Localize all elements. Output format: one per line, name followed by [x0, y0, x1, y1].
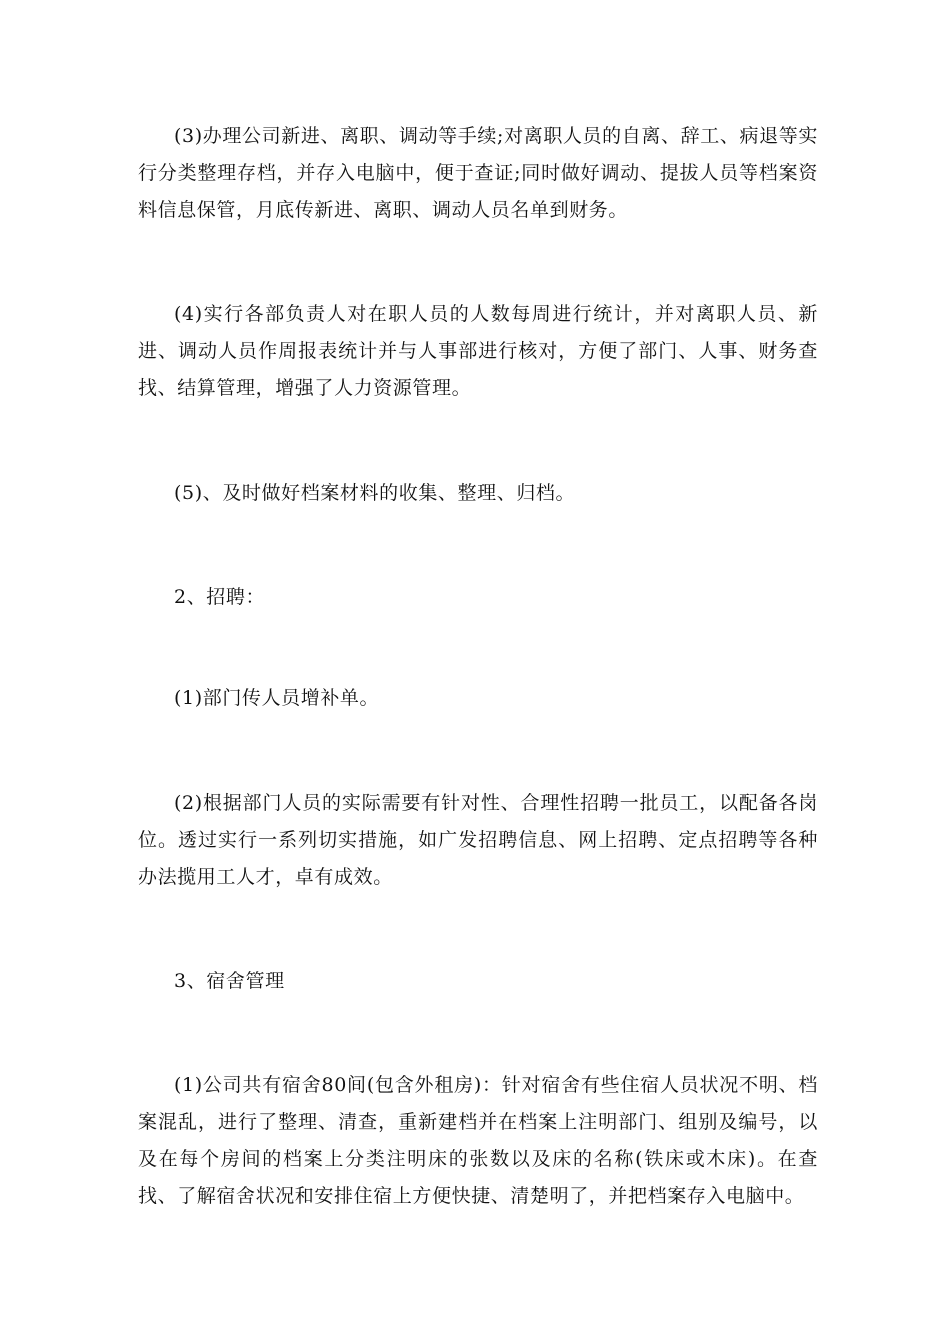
paragraph-archive-collection: (5)、及时做好档案材料的收集、整理、归档。 — [174, 482, 576, 504]
paragraph-staff-requisition: (1)部门传人员增补单。 — [174, 687, 380, 709]
paragraph-weekly-statistics: (4)实行各部负责人对在职人员的人数每周进行统计，并对离职人员、新进、调动人员作周报表统计并与人事部进行核对，方便了部门、人事、财务查找、结算管理，增强了人力资源管理。 — [138, 303, 818, 399]
section-heading-recruitment: 2、招聘： — [174, 586, 266, 608]
section-heading-dormitory: 3、宿舍管理 — [174, 970, 285, 992]
paragraph-recruitment-measures: (2)根据部门人员的实际需要有针对性、合理性招聘一批员工，以配备各岗位。透过实行一系列切实措施，如广发招聘信息、网上招聘、定点招聘等各种办法揽用工人才，卓有成效。 — [138, 792, 818, 888]
paragraph-dormitory-records: (1)公司共有宿舍80间(包含外租房)：针对宿舍有些住宿人员状况不明、档案混乱，进行了整理、清查，重新建档并在档案上注明部门、组别及编号，以及在每个房间的档案上分类注明床的张数以及床的名称(铁床或木床)。在查找、了解宿舍状况和安排住宿上方便快捷、清楚明了，并把档案存入电脑中。 — [138, 1074, 818, 1207]
paragraph-archive-procedures: (3)办理公司新进、离职、调动等手续;对离职人员的自离、辞工、病退等实行分类整理存档，并存入电脑中，便于查证;同时做好调动、提拔人员等档案资料信息保管，月底传新进、离职、调动人员名单到财务。 — [138, 125, 818, 221]
